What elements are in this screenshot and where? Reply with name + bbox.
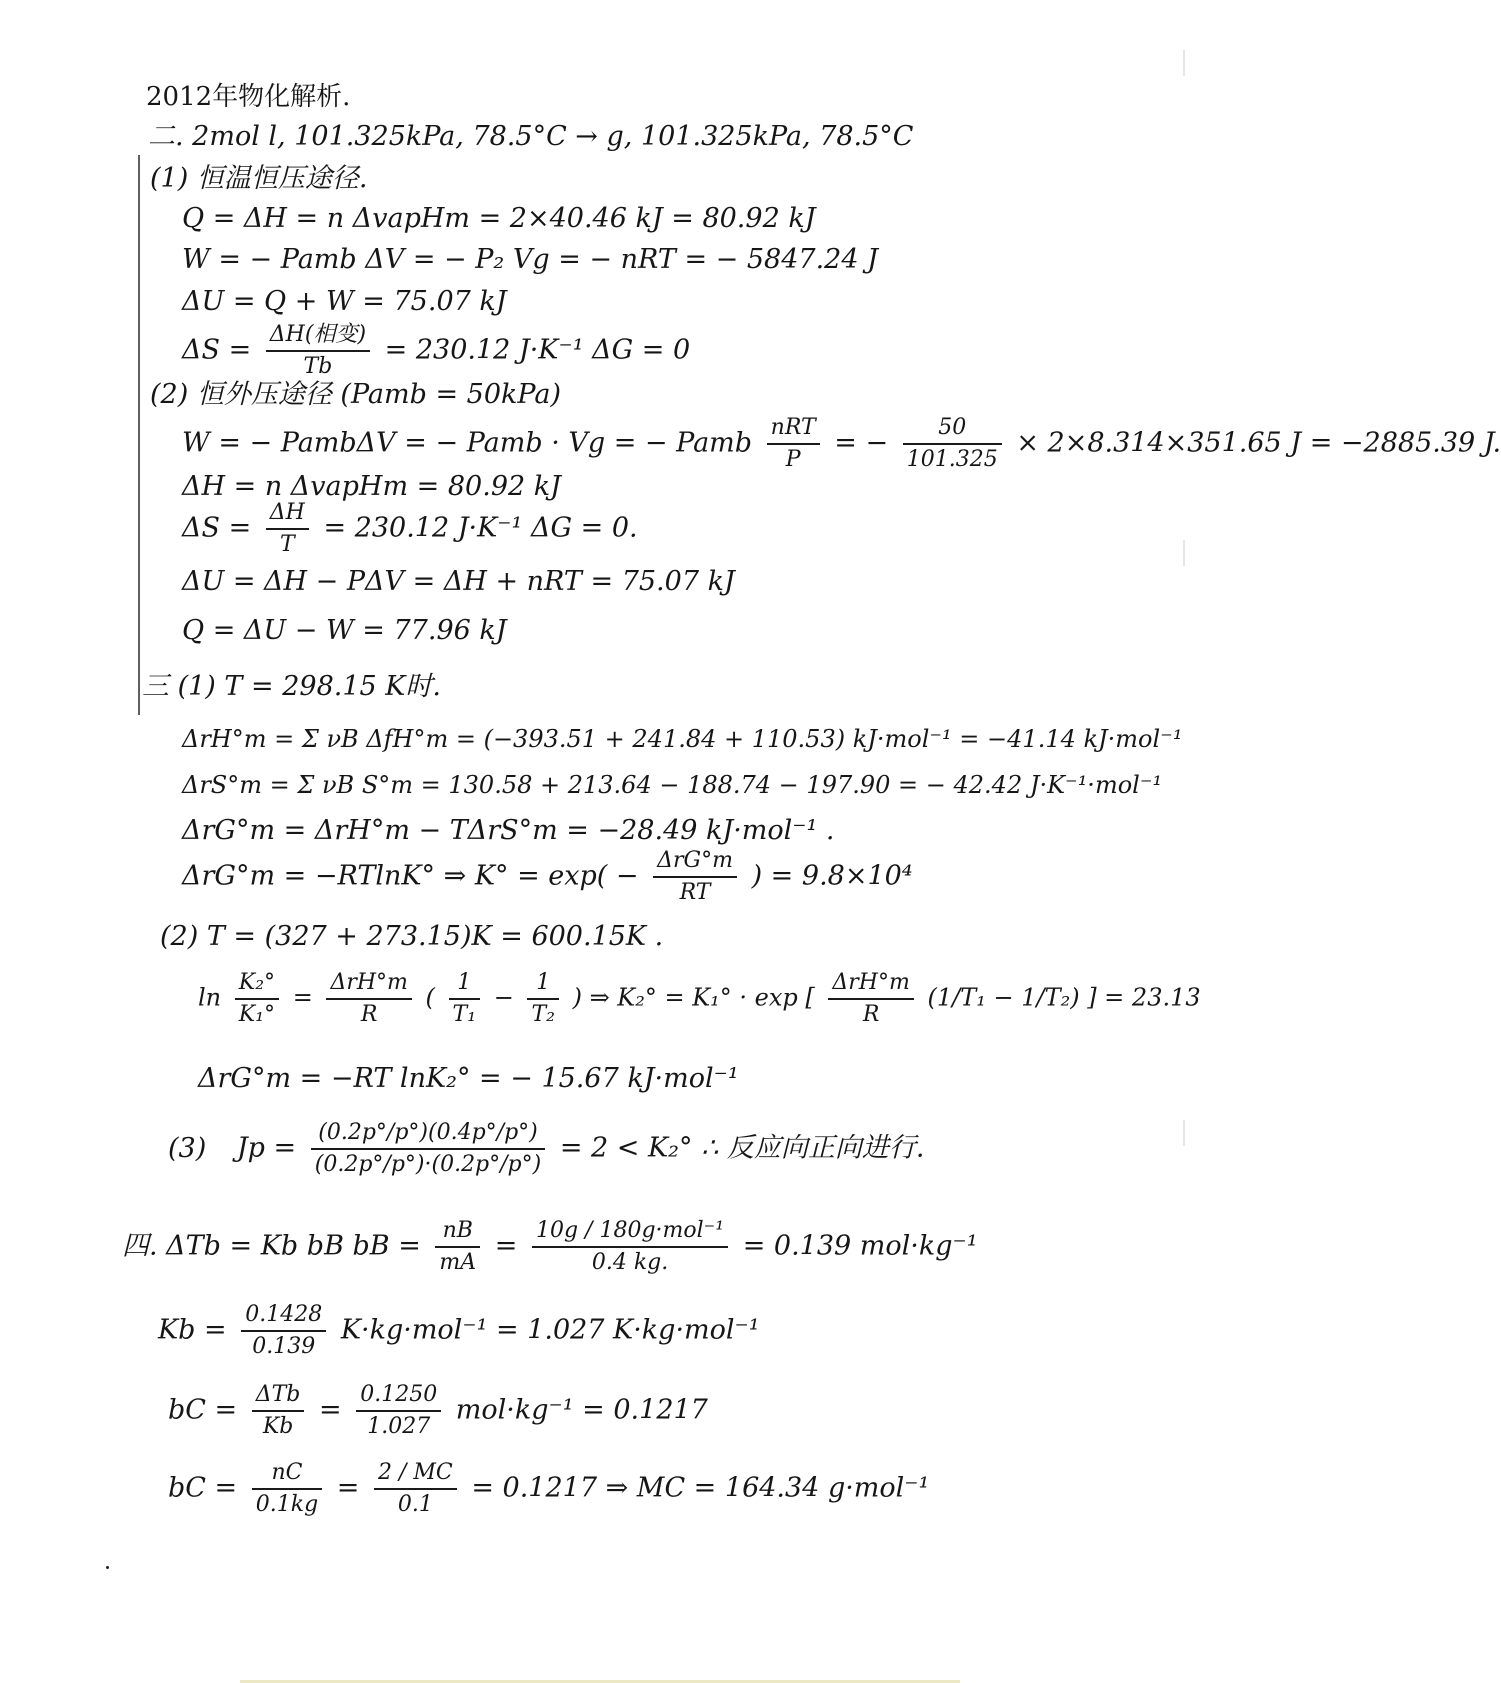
text: ) = 9.8×10⁴ — [751, 860, 913, 892]
denominator: 1.027 — [367, 1414, 431, 1439]
numerator: ΔrH°m — [828, 970, 913, 1000]
q3-entropy-line: ΔrS°m = Σ νB S°m = 130.58 + 213.64 − 188.74 − 197.90 = − 42.42 J·K⁻¹·mol⁻¹ — [182, 771, 1163, 799]
q4-kb-line — [158, 1302, 760, 1360]
text: = 230.12 J·K⁻¹ ΔG = 0 — [384, 334, 691, 366]
q4-molar-mass-line — [168, 1460, 929, 1518]
q3-p1-label: 三 (1) T = 298.15 K时. — [142, 671, 442, 702]
denominator: Tb — [303, 354, 333, 379]
q3-p3-reaction-quotient — [168, 1120, 924, 1178]
fraction — [527, 970, 559, 1028]
text: (1/T₁ − 1/T₂) ] = 23.13 — [927, 983, 1201, 1012]
text: W = − PambΔV = − Pamb · Vg = − Pamb — [182, 427, 753, 459]
fraction — [252, 1382, 305, 1440]
denominator: Kb — [262, 1414, 294, 1439]
fraction — [532, 1218, 728, 1276]
denominator: T₁ — [452, 1002, 477, 1027]
margin-rule — [138, 155, 140, 715]
text: (3) — [168, 1132, 207, 1164]
denominator: P — [785, 447, 801, 472]
numerator: ΔrH°m — [326, 970, 411, 1000]
text: ΔS = — [182, 334, 252, 366]
denominator: 101.325 — [906, 447, 998, 472]
denominator: mA — [439, 1250, 477, 1275]
numerator: K₂° — [235, 970, 279, 1000]
q2-p2-entropy — [182, 500, 638, 558]
text: bC = — [168, 1472, 238, 1504]
q2-p1-line: ΔU = Q + W = 75.07 kJ — [182, 286, 507, 317]
text: = 0.139 mol·kg⁻¹ — [742, 1230, 978, 1262]
q3-gibbs-line: ΔrG°m = ΔrH°m − TΔrS°m = −28.49 kJ·mol⁻¹ . — [182, 815, 835, 846]
q2-p2-enthalpy: ΔH = n ΔvapHm = 80.92 kJ — [182, 471, 561, 502]
q2-p2-label: (2) 恒外压途径 (Pamb = 50kPa) — [150, 379, 561, 410]
text: ΔrG°m = −RTlnK° ⇒ K° = exp( − — [182, 860, 639, 892]
text: ) ⇒ K₂° = K₁° · exp [ — [572, 983, 815, 1012]
text: = 230.12 J·K⁻¹ ΔG = 0. — [323, 512, 638, 544]
text: ( — [425, 983, 435, 1012]
denominator: RT — [679, 880, 711, 905]
text: × 2×8.314×351.65 J = −2885.39 J. — [1016, 427, 1501, 459]
numerator: (0.2p°/p°)(0.4p°/p°) — [311, 1120, 545, 1150]
denominator: 0.139 — [252, 1334, 316, 1359]
text: bC = — [168, 1394, 238, 1426]
denominator: T₂ — [531, 1002, 555, 1027]
q4-bc-line — [168, 1382, 708, 1440]
fraction — [235, 970, 279, 1028]
scan-edge-mark — [1183, 50, 1185, 76]
q2-p2-work — [182, 415, 1501, 473]
numerator: 2 / MC — [374, 1460, 457, 1490]
q3-enthalpy-line: ΔrH°m = Σ νB ΔfH°m = (−393.51 + 241.84 + 110.53) kJ·mol⁻¹ = −41.14 kJ·mol⁻¹ — [182, 725, 1183, 753]
denominator: K₁° — [238, 1002, 276, 1027]
numerator: 1 — [527, 970, 559, 1000]
q2-p2-internal-energy: ΔU = ΔH − PΔV = ΔH + nRT = 75.07 kJ — [182, 566, 735, 597]
q3-gibbs-t2-line: ΔrG°m = −RT lnK₂° = − 15.67 kJ·mol⁻¹ — [198, 1063, 739, 1094]
numerator: 0.1250 — [356, 1382, 441, 1412]
fraction — [241, 1302, 326, 1360]
fraction — [435, 1218, 480, 1276]
numerator: nRT — [767, 415, 820, 445]
text: mol·kg⁻¹ = 0.1217 — [455, 1394, 708, 1426]
denominator: R — [360, 1002, 378, 1027]
text: Kb = — [158, 1314, 227, 1346]
numerator: 1 — [449, 970, 481, 1000]
text: ΔS = — [182, 512, 252, 544]
denominator: 0.1 — [397, 1492, 433, 1517]
fraction — [326, 970, 411, 1028]
text: = — [494, 1230, 518, 1262]
q3-vant-hoff-line — [198, 970, 1201, 1028]
fraction — [449, 970, 481, 1028]
page-title: 2012年物化解析. — [146, 82, 351, 112]
fraction — [828, 970, 913, 1028]
text: 四. ΔTb = Kb bB bB = — [122, 1230, 421, 1262]
numerator: ΔrG°m — [653, 848, 737, 878]
numerator: ΔTb — [252, 1382, 305, 1412]
q2-p1-line: W = − Pamb ΔV = − P₂ Vg = − nRT = − 5847.24 J — [182, 244, 878, 275]
text: − — [493, 983, 514, 1012]
numerator: 10g / 180g·mol⁻¹ — [532, 1218, 728, 1248]
scan-speck — [106, 1566, 109, 1569]
fraction — [356, 1382, 441, 1440]
text: = — [319, 1394, 342, 1426]
fraction — [266, 322, 370, 380]
scan-edge-mark — [1183, 540, 1185, 566]
text: K·kg·mol⁻¹ = 1.027 K·kg·mol⁻¹ — [340, 1314, 760, 1346]
q2-p1-line: Q = ΔH = n ΔvapHm = 2×40.46 kJ = 80.92 kJ — [182, 203, 816, 234]
numerator: nB — [435, 1218, 480, 1248]
numerator: ΔH — [266, 500, 309, 530]
q2-header: 二. 2mol l, 101.325kPa, 78.5°C → g, 101.325kPa, 78.5°C — [148, 121, 914, 152]
q2-p1-label: (1) 恒温恒压途径. — [150, 163, 368, 194]
numerator: ΔH(相变) — [266, 322, 370, 352]
denominator: 0.4 kg. — [591, 1250, 669, 1275]
text: = — [292, 983, 313, 1012]
fraction — [374, 1460, 457, 1518]
fraction — [767, 415, 820, 473]
q2-p2-heat: Q = ΔU − W = 77.96 kJ — [182, 615, 507, 646]
numerator: 0.1428 — [241, 1302, 326, 1332]
fraction — [311, 1120, 545, 1178]
numerator: 50 — [903, 415, 1002, 445]
denominator: (0.2p°/p°)·(0.2p°/p°) — [314, 1152, 542, 1177]
text: = 0.1217 ⇒ MC = 164.34 g·mol⁻¹ — [471, 1472, 930, 1504]
text: = − — [834, 427, 889, 459]
denominator: 0.1kg — [255, 1492, 319, 1517]
q2-p1-entropy — [182, 322, 690, 380]
text: ln — [198, 983, 222, 1012]
fraction — [903, 415, 1002, 473]
denominator: T — [279, 532, 295, 557]
numerator: nC — [252, 1460, 322, 1490]
fraction — [266, 500, 309, 558]
text: = 2 < K₂° ∴ 反应向正向进行. — [559, 1132, 925, 1164]
scan-edge-mark — [1183, 1120, 1185, 1146]
fraction — [252, 1460, 322, 1518]
fraction — [653, 848, 737, 906]
text: = — [336, 1472, 360, 1504]
q4-molality-line — [122, 1218, 978, 1276]
denominator: R — [862, 1002, 880, 1027]
q3-equilibrium-constant-line — [182, 848, 913, 906]
text: Jp = — [236, 1132, 297, 1164]
q3-p2-label: (2) T = (327 + 273.15)K = 600.15K . — [160, 921, 664, 952]
